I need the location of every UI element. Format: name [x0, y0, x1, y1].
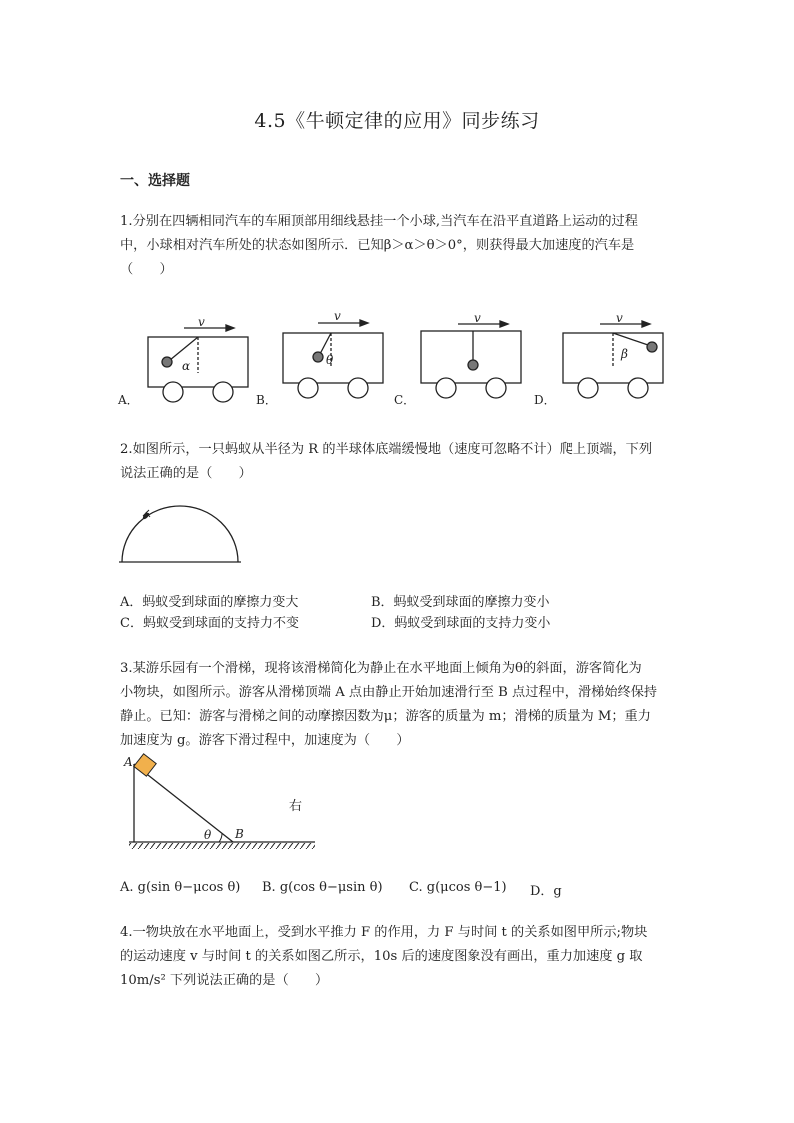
q2-line-2: 说法正确的是（ ） [120, 466, 252, 481]
car-b-angle-label: θ [326, 353, 334, 367]
question-1-text [120, 210, 680, 282]
q4-line-3: 10m/s² 下列说法正确的是（ ） [120, 973, 329, 988]
car-a-option-label: A． [118, 393, 139, 407]
q1-figure-cars [110, 308, 690, 413]
car-a [148, 325, 248, 402]
car-c [421, 321, 521, 398]
q2-option-c: C．蚂蚁受到球面的支持力不变 [120, 616, 299, 631]
q2-figure-hemisphere [115, 500, 245, 570]
car-c-option-label: C． [394, 393, 416, 407]
page-title: 4.5《牛顿定律的应用》同步练习 [254, 110, 540, 132]
q1-line-3: （ ） [120, 262, 173, 277]
q3-option-c: C. g(μcos θ−1) [409, 880, 507, 895]
q1-line-1: 1.分别在四辆相同汽车的车厢顶部用细线悬挂一个小球,当汽车在沿平直道路上运动的过程 [120, 214, 638, 229]
q2-option-a: A．蚂蚁受到球面的摩擦力变大 [120, 595, 299, 610]
question-4-text [120, 921, 680, 993]
car-d-velocity-label: v [616, 311, 623, 325]
car-b-velocity-label: v [334, 309, 341, 323]
q3-line-3: 静止。已知：游客与滑梯之间的动摩擦因数为μ；游客的质量为 m；滑梯的质量为 M；重力 [120, 709, 651, 724]
section-heading: 一、选择题 [120, 173, 190, 189]
car-d [563, 321, 663, 398]
point-b-label: B [235, 827, 244, 841]
q4-line-1: 4.一物块放在水平地面上，受到水平推力 F 的作用，力 F 与时间 t 的关系如图甲所示;物块 [120, 925, 648, 940]
q3-line-2: 小物块，如图所示。游客从滑梯顶端 A 点由静止开始加速滑行至 B 点过程中，滑梯始终保持 [120, 685, 658, 700]
q2-option-b: B．蚂蚁受到球面的摩擦力变小 [371, 595, 550, 610]
car-a-velocity-label: v [198, 315, 205, 329]
car-b-option-label: B． [256, 393, 277, 407]
car-c-velocity-label: v [474, 311, 481, 325]
q2-line-1: 2.如图所示，一只蚂蚁从半径为 R 的半球体底端缓慢地（速度可忽略不计）爬上顶端，下列 [120, 442, 653, 457]
car-d-option-label: D． [534, 393, 556, 407]
q3-line-1: 3.某游乐园有一个滑梯，现将该滑梯简化为静止在水平地面上倾角为θ的斜面，游客简化为 [120, 661, 642, 676]
q3-figure-slide [115, 752, 325, 852]
question-2-text [120, 438, 680, 486]
angle-theta-label: θ [204, 828, 212, 842]
q3-option-a: A. g(sin θ−μcos θ) [120, 880, 241, 895]
car-d-angle-label: β [621, 347, 628, 361]
q4-line-2: 的运动速度 v 与时间 t 的关系如图乙所示，10s 后的速度图象没有画出，重力加速度 g 取 [120, 949, 643, 964]
car-a-angle-label: α [182, 359, 191, 373]
q3-line-4: 加速度为 g。游客下滑过程中，加速度为（ ） [120, 733, 410, 748]
q3-option-d: D．g [530, 884, 562, 899]
block-tourist [134, 754, 156, 776]
q3-option-b: B. g(cos θ−μsin θ) [262, 880, 383, 895]
question-3-text [120, 657, 680, 753]
direction-right-label: 右 [289, 799, 303, 814]
point-a-label: A [124, 755, 133, 769]
q1-line-2: 中，小球相对汽车所处的状态如图所示．已知β＞α＞θ＞0°，则获得最大加速度的汽车是 [120, 238, 635, 253]
q2-option-d: D．蚂蚁受到球面的支持力变小 [371, 616, 551, 631]
